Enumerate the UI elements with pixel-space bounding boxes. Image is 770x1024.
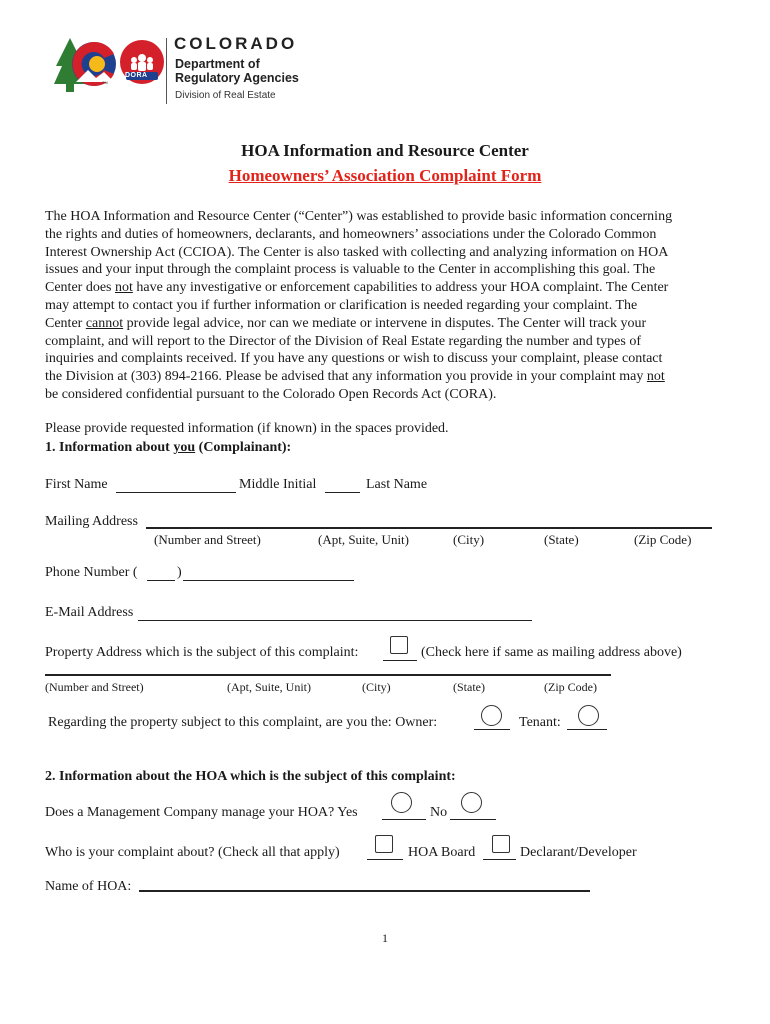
tenant-label: Tenant: (519, 715, 561, 730)
mgmt-no-label: No (430, 805, 448, 820)
page-subtitle: Homeowners’ Association Complaint Form (228, 166, 542, 185)
section1-heading-text: 1. Information about (45, 440, 174, 455)
first-name-label: First Name (45, 477, 108, 492)
mgmt-yes-line (382, 819, 426, 820)
middle-initial-field[interactable] (325, 492, 360, 493)
brand-division: Division of Real Estate (175, 90, 276, 101)
complaint-about-question: Who is your complaint about? (Check all that apply) (45, 845, 340, 860)
tenant-radio[interactable] (578, 705, 599, 726)
regarding-owner-label: Regarding the property subject to this complaint, are you the: Owner: (48, 715, 438, 730)
phone-close-paren: ) (177, 565, 182, 580)
intro-emphasis: not (646, 369, 665, 385)
intro-line: issues and your input through the complaint process is valuable to the Center in accomplishing this goal. The (45, 262, 656, 278)
hoa-name-label: Name of HOA: (45, 879, 132, 894)
section1-heading-emphasis: you (173, 440, 196, 455)
owner-radio[interactable] (481, 705, 502, 726)
prop-state-hint: (State) (453, 680, 485, 694)
addr-apt-hint: (Apt, Suite, Unit) (318, 532, 409, 547)
intro-line: inquiries and complaints received. If you have any questions or wish to discuss your complaint, please contact (45, 351, 663, 367)
prop-street-hint: (Number and Street) (45, 680, 144, 694)
addr-street-hint: (Number and Street) (154, 532, 261, 547)
first-name-field[interactable] (116, 492, 236, 493)
hoa-board-label: HOA Board (408, 845, 476, 860)
logo-badge-text: DORA (125, 72, 148, 79)
section2-heading: 2. Information about the HOA which is the subject of this complaint: (45, 769, 456, 784)
phone-number-field[interactable] (183, 580, 354, 581)
phone-area-code-field[interactable] (147, 580, 175, 581)
brand-state: COLORADO (174, 34, 298, 53)
hoa-board-checkbox[interactable] (375, 835, 393, 853)
intro-text: have any investigative or enforcement capabilities to address your HOA complaint. The Center (132, 280, 669, 296)
intro-text: Center (45, 315, 86, 331)
intro-line (45, 315, 725, 333)
prop-zip-hint: (Zip Code) (544, 680, 597, 694)
intro-emphasis: not (114, 280, 133, 296)
logo-tm: TM (102, 80, 108, 85)
phone-number-label: Phone Number ( (45, 565, 138, 580)
intro-text: the Division at (303) 894-2166. Please be advised that any information you provide in your complaint may (45, 369, 647, 385)
brand-department-line2: Regulatory Agencies (175, 71, 299, 85)
intro-line: The HOA Information and Resource Center (“Center”) was established to provide basic information concerning (45, 209, 673, 224)
same-address-label: (Check here if same as mailing address above) (421, 645, 682, 660)
intro-text: provide legal advice, nor can we mediate or intervene in disputes. The Center will track your (123, 315, 647, 331)
owner-line (474, 729, 510, 730)
email-field[interactable] (138, 620, 532, 621)
intro-line: be considered confidential pursuant to the Colorado Open Records Act (CORA). (45, 386, 497, 402)
mgmt-yes-radio[interactable] (391, 792, 412, 813)
same-address-checkbox[interactable] (390, 636, 408, 654)
addr-zip-hint: (Zip Code) (634, 532, 692, 547)
hoa-name-field[interactable] (139, 890, 590, 892)
email-label: E-Mail Address (45, 605, 134, 620)
intro-paragraph (45, 208, 725, 404)
addr-state-hint: (State) (544, 532, 579, 547)
intro-line (45, 279, 725, 297)
declarant-label: Declarant/Developer (520, 845, 637, 860)
last-name-label: Last Name (366, 477, 428, 492)
intro-line: complaint, and will report to the Director of the Division of Real Estate regarding the number and types of (45, 333, 641, 349)
declarant-line (483, 859, 516, 860)
intro-line: may attempt to contact you if further information or clarification is needed regarding your complaint. The (45, 297, 638, 313)
declarant-checkbox[interactable] (492, 835, 510, 853)
intro-line: the rights and duties of homeowners, declarants, and homeowners’ associations under the Colorado Common (45, 226, 657, 242)
tenant-line (567, 729, 607, 730)
property-address-field[interactable] (45, 674, 611, 676)
prop-city-hint: (City) (362, 680, 391, 694)
mgmt-company-question: Does a Management Company manage your HOA? Yes (45, 805, 358, 820)
logo-divider (166, 38, 167, 104)
addr-city-hint: (City) (453, 532, 485, 547)
intro-emphasis: cannot (85, 315, 124, 331)
mgmt-no-radio[interactable] (461, 792, 482, 813)
hoa-board-line (367, 859, 403, 860)
instructions: Please provide requested information (if known) in the spaces provided. (45, 421, 449, 436)
mgmt-no-line (450, 819, 496, 820)
page-title: HOA Information and Resource Center (241, 141, 529, 160)
intro-line: Interest Ownership Act (CCIOA). The Center is also tasked with collecting and analyzing information on HOA (45, 244, 669, 260)
section1-heading-text: (Complainant): (195, 440, 292, 455)
brand-department-line1: Department of (175, 57, 260, 71)
mailing-address-field[interactable] (146, 527, 712, 529)
page-number: 1 (382, 931, 388, 945)
section1-heading (45, 440, 291, 456)
intro-text: Center does (45, 280, 115, 296)
colorado-dora-logo-icon (52, 32, 172, 104)
intro-line (45, 368, 725, 386)
middle-initial-label: Middle Initial (239, 477, 317, 492)
prop-apt-hint: (Apt, Suite, Unit) (227, 680, 311, 694)
mailing-address-label: Mailing Address (45, 514, 138, 529)
same-address-line (383, 660, 417, 661)
property-address-label: Property Address which is the subject of this complaint: (45, 645, 359, 660)
